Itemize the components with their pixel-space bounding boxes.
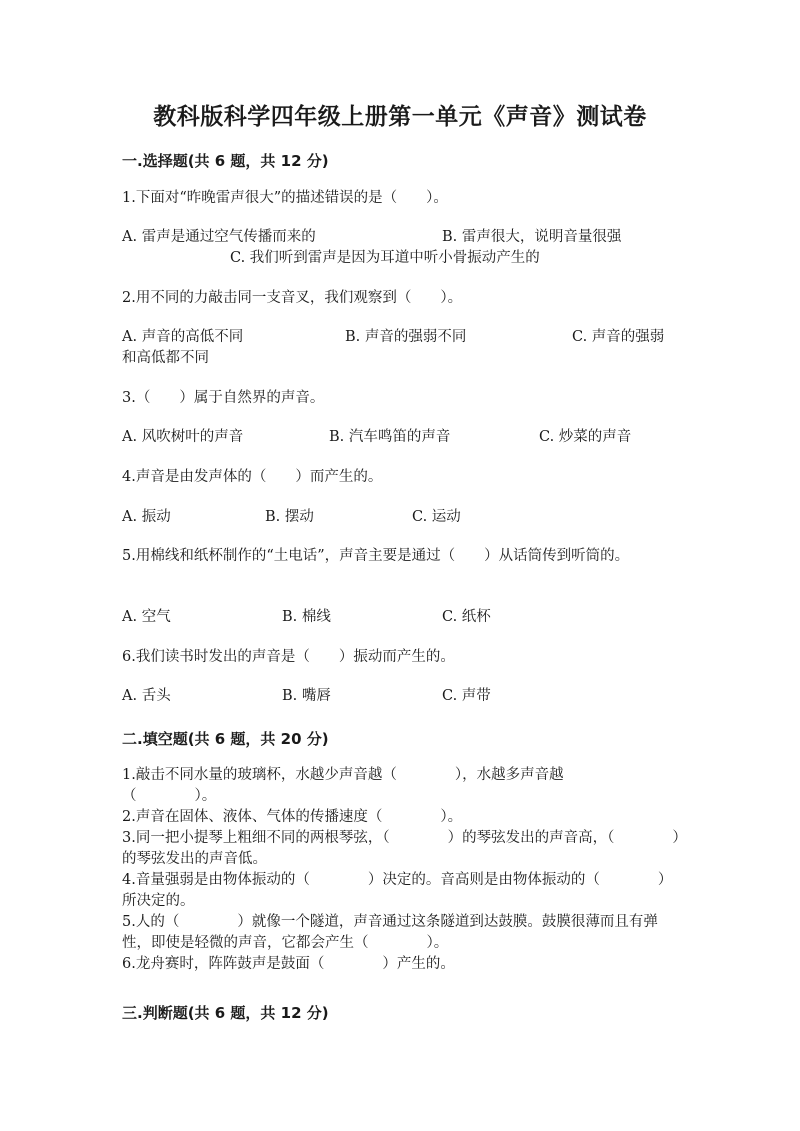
option-b: B. 摆动: [265, 509, 314, 525]
question-1: 1.下面对“昨晚雷声很大”的描述错误的是（ ）。: [122, 190, 448, 206]
option-c: C. 声带: [442, 688, 491, 704]
question-5: 5.用棉线和纸杯制作的“土电话”，声音主要是通过（ ）从话筒传到听筒的。: [122, 548, 630, 564]
question-2: 2.用不同的力敲击同一支音叉，我们观察到（ ）。: [122, 290, 463, 306]
question-4: 4.声音是由发声体的（ ）而产生的。: [122, 469, 383, 485]
option-c: C. 纸杯: [442, 609, 491, 625]
fill-item-4: 4.音量强弱是由物体振动的（ ）决定的。音高则是由物体振动的（ ）所决定的。: [122, 872, 673, 909]
question-1-options: [122, 227, 682, 269]
question-6: 6.我们读书时发出的声音是（ ）振动而产生的。: [122, 649, 455, 665]
question-5-options: [122, 607, 682, 628]
option-a: A. 风吹树叶的声音: [122, 429, 244, 445]
question-2-options: [122, 327, 682, 369]
option-b: B. 声音的强弱不同: [345, 329, 467, 345]
fill-item-1: 1.敲击不同水量的玻璃杯，水越少声音越（ ），水越多声音越（ ）。: [122, 767, 564, 804]
question-3: 3.（ ）属于自然界的声音。: [122, 390, 325, 406]
section-heading-choice: 一.选择题(共 6 题，共 12 分): [122, 152, 329, 170]
question-6-options: [122, 686, 682, 707]
option-c: C. 运动: [412, 509, 461, 525]
fill-item-6: 6.龙舟赛时，阵阵鼓声是鼓面（ ）产生的。: [122, 956, 455, 972]
option-b: B. 棉线: [282, 609, 331, 625]
fill-item-5: 5.人的（ ）就像一个隧道，声音通过这条隧道到达鼓膜。鼓膜很薄而且有弹性，即使是轻微的声音，它都会产生（ ）。: [122, 914, 658, 951]
option-a: A. 雷声是通过空气传播而来的: [122, 229, 316, 245]
option-b: B. 汽车鸣笛的声音: [329, 429, 451, 445]
option-b: B. 雷声很大，说明音量很强: [442, 229, 622, 245]
question-3-options: [122, 427, 682, 448]
question-4-options: [122, 507, 682, 528]
option-b: B. 嘴唇: [282, 688, 331, 704]
section-heading-fill: 二.填空题(共 6 题，共 20 分): [122, 730, 329, 748]
option-a: A. 振动: [122, 509, 171, 525]
option-c: C. 我们听到雷声是因为耳道中听小骨振动产生的: [230, 250, 540, 266]
page-title: 教科版科学四年级上册第一单元《声音》测试卷: [153, 104, 647, 130]
option-c: C. 声音的强弱: [572, 329, 665, 345]
fill-item-2: 2.声音在固体、液体、气体的传播速度（ ）。: [122, 809, 463, 825]
option-c: C. 炒菜的声音: [539, 429, 632, 445]
fill-item-3: 3.同一把小提琴上粗细不同的两根琴弦，（ ）的琴弦发出的声音高，（ ）的琴弦发出的声音低。: [122, 830, 680, 867]
section-heading-judge: 三.判断题(共 6 题，共 12 分): [122, 1004, 329, 1022]
option-a: A. 声音的高低不同: [122, 329, 244, 345]
option-a: A. 空气: [122, 609, 171, 625]
option-c-continued: 和高低都不同: [122, 350, 209, 366]
option-a: A. 舌头: [122, 688, 171, 704]
